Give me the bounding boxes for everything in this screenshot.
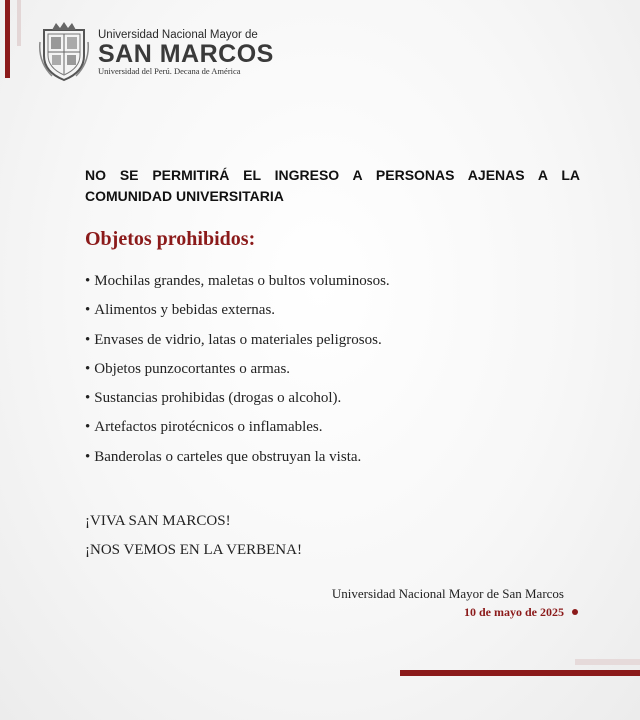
- bullet: •: [85, 360, 91, 377]
- header: [38, 22, 274, 82]
- list-item-text: Alimentos y bebidas externas.: [94, 302, 276, 319]
- bottom-accent-bar: [400, 670, 640, 676]
- list-item-text: Banderolas o carteles que obstruyan la vista.: [94, 448, 362, 465]
- signature-org: Universidad Nacional Mayor de San Marcos: [331, 586, 564, 601]
- list-item: [85, 329, 390, 358]
- list-item: [85, 416, 390, 445]
- section-title: Objetos prohibidos:: [85, 228, 256, 250]
- date-dot-icon: [572, 609, 578, 615]
- bullet: •: [85, 331, 91, 348]
- list-item: [85, 446, 390, 475]
- bullet: •: [85, 302, 91, 319]
- list-item: [85, 387, 390, 416]
- signature-block: [332, 585, 564, 621]
- list-item: [85, 270, 390, 299]
- bullet: •: [85, 448, 91, 465]
- list-item-text: Envases de vidrio, latas o materiales peligrosos.: [94, 331, 382, 348]
- bullet: •: [85, 273, 91, 289]
- list-item-text: Sustancias prohibidas (drogas o alcohol).: [94, 390, 342, 407]
- list-item: [85, 299, 390, 328]
- brand-block: [98, 29, 274, 76]
- notice-heading: NO SE PERMITIRÁ EL INGRESO A PERSONAS AJENAS A LA COMUNIDAD UNIVERSITARIA: [85, 167, 580, 204]
- closing-block: [85, 510, 302, 568]
- left-accent-bar-light: [17, 0, 21, 46]
- list-item-text: Artefactos pirotécnicos o inflamables.: [94, 419, 323, 436]
- brand-top-line: Universidad Nacional Mayor de: [98, 28, 258, 41]
- list-item: [85, 358, 390, 387]
- bullet: •: [85, 419, 91, 436]
- left-accent-bar: [5, 0, 10, 78]
- brand-subtitle: Universidad del Perú. Decana de América: [98, 65, 241, 76]
- list-item-text: Objetos punzocortantes o armas.: [94, 360, 291, 377]
- university-crest-icon: [38, 22, 90, 82]
- brand-name: SAN MARCOS: [98, 39, 274, 68]
- list-item-text: Mochilas grandes, maletas o bultos voluminosos.: [94, 273, 390, 289]
- signature-date: 10 de mayo de 2025: [464, 605, 564, 619]
- closing-line-viva: ¡VIVA SAN MARCOS!: [85, 513, 231, 529]
- closing-line-verbena: ¡NOS VEMOS EN LA VERBENA!: [85, 542, 302, 558]
- prohibited-items-list: [85, 270, 390, 475]
- bullet: •: [85, 390, 91, 407]
- bottom-accent-bar-light: [575, 659, 640, 665]
